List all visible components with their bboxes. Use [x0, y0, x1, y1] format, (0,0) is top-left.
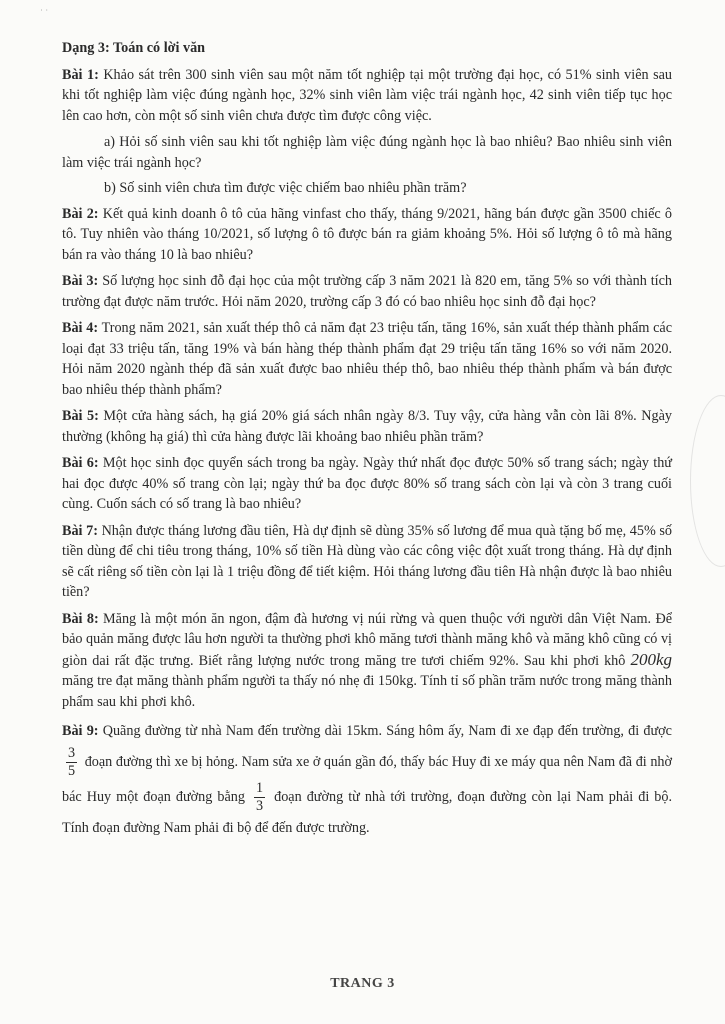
- problem-text: Trong năm 2021, sản xuất thép thô cả năm đạt 23 triệu tấn, tăng 16%, sản xuất thép thành phẩm các loại đạt 33 triệu tấn, tăng 19% và bán hàng thép thành phẩm đạt 29 triệu tấn tăng 16% so với năm 2020. Hỏi năm 2020 ngành thép đã sản xuất được bao nhiêu thép thô, bao nhiêu thép thành phẩm và bán được bao nhiêu thép thành phẩm?: [62, 320, 672, 398]
- fraction-one-third: [254, 780, 265, 815]
- fraction-denominator: 3: [255, 798, 264, 814]
- page-footer: TRANG 3: [330, 976, 395, 991]
- problem-label: Bài 6:: [62, 455, 99, 471]
- problem-7: [62, 521, 672, 603]
- problem-text: Một học sinh đọc quyển sách trong ba ngày. Ngày thứ nhất đọc được 50% số trang sách; ngày thứ hai đọc được 40% số trang còn lại; ngày thứ ba đọc được 80% số trang sách còn lại và còn 3 trang cuối cùng. Cuốn sách có số trang là bao nhiêu?: [62, 455, 672, 512]
- problem-label: Bài 7:: [62, 522, 98, 539]
- problem-label: Bài 2:: [62, 205, 99, 222]
- page-stamp: [690, 395, 725, 567]
- problem-text: đoạn đường thì xe bị hỏng. Nam sửa xe ở quán gần đó, thấy bác Huy đi xe máy qua nên Nam đã đi nhờ bác Huy một đoạn đường bằng: [62, 753, 673, 805]
- problem-1-part-b: b) Số sinh viên chưa tìm được việc chiếm bao nhiêu phần trăm?: [104, 180, 467, 196]
- problem-3: [62, 271, 672, 312]
- problem-text: Khảo sát trên 300 sinh viên sau một năm tốt nghiệp tại một trường đại học, có 51% sinh viên sau khi tốt nghiệp làm việc đúng ngành học, 32% sinh viên làm việc trái ngành học, 42 sinh viên tiếp tục học lên cao hơn, còn một số sinh viên chưa được tìm được công việc.: [62, 66, 673, 124]
- scan-mark: ˙ ˙: [40, 8, 49, 18]
- problem-text: Măng là một món ăn ngon, đậm đà hương vị núi rừng và quen thuộc với người dân Việt Nam. Để bảo quản măng được lâu hơn người ta thường phơi khô măng tươi thành măng khô và măng khô cũng có vị giòn dai rất đặc trưng. Biết rằng lượng nước trong măng tre tươi chiếm 92%. Sau khi phơi khô: [62, 610, 672, 669]
- problem-label: Bài 9:: [62, 723, 99, 739]
- problem-9: [62, 718, 672, 842]
- fraction-numerator: 3: [68, 745, 76, 761]
- problem-text: Một cửa hàng sách, hạ giá 20% giá sách nhân ngày 8/3. Tuy vậy, cửa hàng vẫn còn lãi 8%. Ngày thường (không hạ giá) thì cửa hàng được lãi khoảng bao nhiêu phần trăm?: [62, 408, 672, 445]
- document-page: [62, 38, 672, 848]
- problem-text: Nhận được tháng lương đầu tiên, Hà dự định sẽ dùng 35% số lương để mua quà tặng bố mẹ, 45% số tiền dùng để chi tiêu trong tháng, 10% số tiền Hà dùng vào các công việc đột xuất trong tháng. Hà dự định sẽ cất riêng số tiền còn lại là 1 triệu đồng để tiết kiệm. Hỏi tháng lương đầu tiên Hà nhận được là bao nhiêu tiền?: [62, 522, 673, 600]
- problem-1-part-a: a) Hỏi số sinh viên sau khi tốt nghiệp làm việc đúng ngành học là bao nhiêu? Bao nhiêu sinh viên làm việc trái ngành học?: [62, 134, 672, 171]
- fraction-three-fifths: [66, 745, 77, 780]
- problem-1: [62, 65, 672, 127]
- problem-text: đoạn đường từ nhà tới trường, đoạn đường còn lại Nam phải đi bộ. Tính đoạn đường Nam phải đi bộ để đến được trường.: [62, 788, 673, 836]
- problem-8: [62, 609, 672, 713]
- problem-text: măng tre đạt măng thành phẩm người ta thấy nó nhẹ đi 150kg. Tính tỉ số phần trăm nước trong măng thành phẩm sau khi phơi khô.: [62, 673, 672, 710]
- problem-label: Bài 8:: [62, 610, 99, 627]
- section-title: Dạng 3: Toán có lời văn: [62, 40, 206, 56]
- problem-label: Bài 5:: [62, 408, 99, 424]
- fraction-numerator: 1: [255, 780, 264, 796]
- fraction-denominator: 5: [68, 763, 76, 779]
- problem-text: Quãng đường từ nhà Nam đến trường dài 15km. Sáng hôm ấy, Nam đi xe đạp đến trường, đi được: [102, 723, 672, 739]
- mass-value: 200kg: [630, 649, 672, 669]
- problem-text: Số lượng học sinh đỗ đại học của một trường cấp 3 năm 2021 là 820 em, tăng 5% so với thành tích trường đạt được năm trước. Hỏi năm 2020, trường cấp 3 đó có bao nhiêu học sinh đỗ đại học?: [62, 273, 673, 310]
- problem-2: [62, 204, 672, 266]
- problem-text: Kết quả kinh doanh ô tô của hãng vinfast cho thấy, tháng 9/2021, hãng bán được gần 3500 chiếc ô tô. Tuy nhiên vào tháng 10/2021, số lượng ô tô được bán ra giảm khoảng 5%. Hỏi số lượng ô tô mà hãng bán ra vào tháng 10 là bao nhiêu?: [62, 205, 672, 263]
- problem-6: [62, 453, 672, 515]
- problem-label: Bài 1:: [62, 66, 99, 83]
- problem-4: [62, 318, 672, 400]
- problem-label: Bài 3:: [62, 273, 99, 289]
- problem-5: [62, 406, 672, 447]
- problem-label: Bài 4:: [62, 320, 99, 336]
